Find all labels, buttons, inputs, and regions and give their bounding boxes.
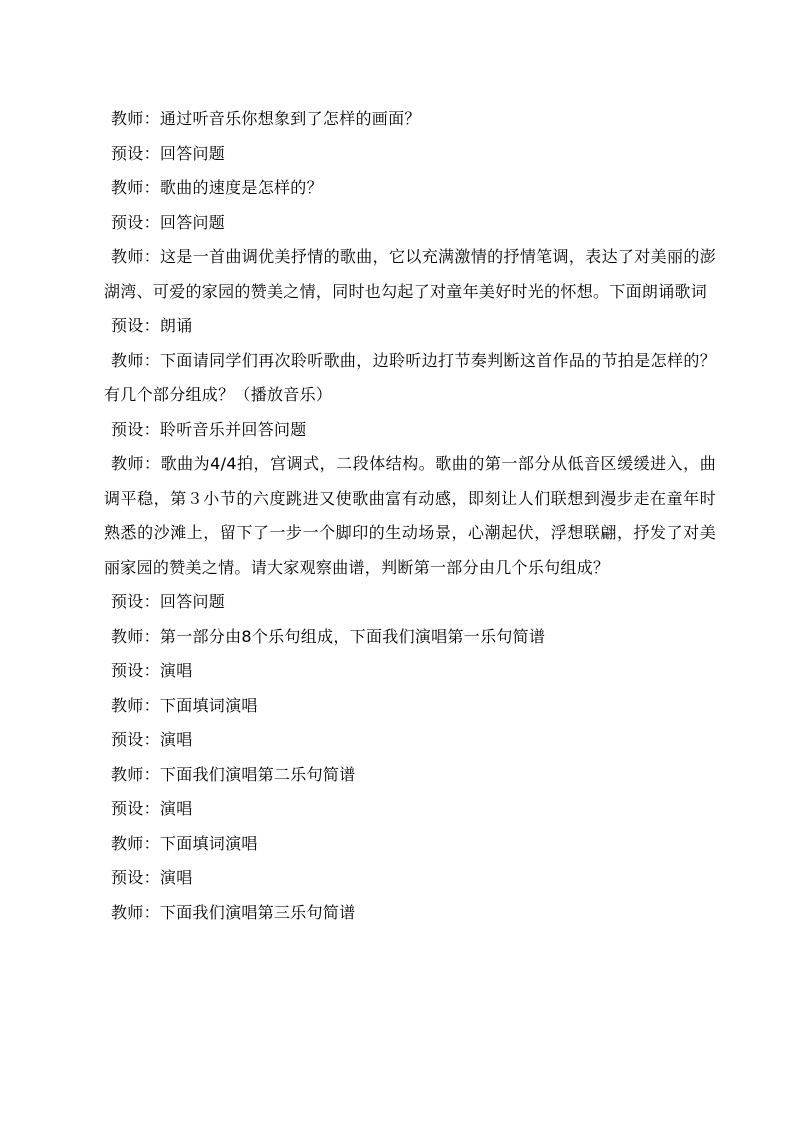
paragraph-preset-sing-2: 预设：演唱: [111, 730, 193, 749]
paragraph-teacher-lyrics-2: 教师：下面填词演唱: [111, 833, 258, 853]
paragraph-teacher-phrase-2: 教师：下面我们演唱第二乐句简谱: [111, 764, 356, 784]
paragraph-teacher-question-1: 教师：通过听音乐你想象到了怎样的画面？: [111, 109, 421, 128]
paragraph-preset-sing-4: 预设：演唱: [111, 868, 193, 887]
paragraph-teacher-listen: 教师：下面请同学们再次聆听歌曲，边聆听边打节奏判断这首作品的节拍是怎样的？有几个部分组成？（播放音乐）: [104, 350, 716, 404]
paragraph-preset-listen: 预设：聆听音乐并回答问题: [111, 419, 307, 439]
paragraph-teacher-question-2: 教师：歌曲的速度是怎样的？: [111, 178, 323, 197]
paragraph-teacher-intro: 教师：这是一首曲调优美抒情的歌曲，它以充满激情的抒情笔调，表达了对美丽的澎湖湾、可爱的家园的赞美之情，同时也勾起了对童年美好时光的怀想。下面朗诵歌词: [104, 247, 716, 301]
paragraph-preset-sing-3: 预设：演唱: [111, 799, 193, 818]
paragraph-teacher-analysis: 教师：歌曲为4/4拍，宫调式，二段体结构。歌曲的第一部分从低音区缓缓进入，曲调平稳，第３小节的六度跳进又使歌曲富有动感，即刻让人们联想到漫步走在童年时熟悉的沙滩上，留下了一步一个脚印的生动场景，心潮起伏，浮想联翩，抒发了对美丽家园的赞美之情。请大家观察曲谱，判断第一部分由几个乐句组成？: [104, 454, 716, 577]
paragraph-teacher-lyrics-1: 教师：下面填词演唱: [111, 695, 258, 715]
paragraph-preset-recite: 预设：朗诵: [111, 316, 193, 335]
paragraph-preset-answer-2: 预设：回答问题: [111, 212, 226, 232]
lesson-transcript: [104, 102, 716, 930]
paragraph-teacher-phrase-3: 教师：下面我们演唱第三乐句简谱: [111, 902, 356, 922]
paragraph-preset-sing-1: 预设：演唱: [111, 661, 193, 680]
paragraph-preset-answer-1: 预设：回答问题: [111, 143, 226, 163]
paragraph-teacher-phrase-1: 教师：第一部分由8个乐句组成，下面我们演唱第一乐句简谱: [111, 626, 546, 646]
paragraph-preset-answer-3: 预设：回答问题: [111, 592, 226, 611]
